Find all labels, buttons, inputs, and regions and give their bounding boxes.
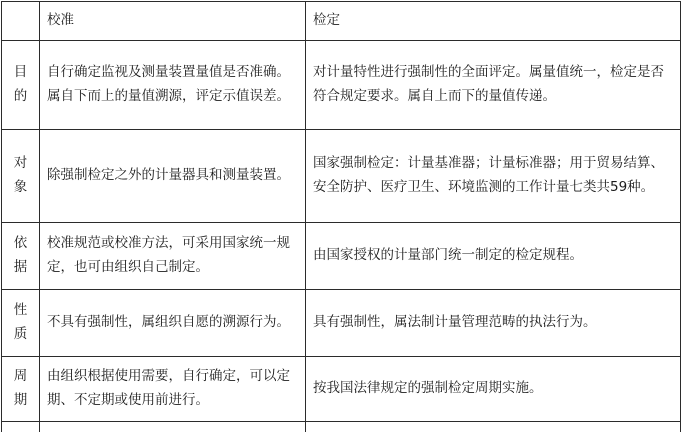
header-cell-empty [2,2,40,41]
row-label-char: 依 [14,235,28,251]
row-label-char: 质 [14,326,28,342]
empty-cell [306,422,681,432]
header-row [2,2,681,41]
row-label-char: 对 [14,155,28,171]
comparison-table [1,1,681,432]
verification-cell: 国家强制检定：计量基准器；计量标准器；用于贸易结算、安全防护、医疗卫生、环境监测的工作计量七类共59种。 [306,130,681,223]
row-label-char: 据 [14,259,28,275]
header-cell-verification: 检定 [306,2,681,41]
verification-cell: 具有强制性，属法制计量管理范畴的执法行为。 [306,290,681,357]
calibration-cell: 自行确定监视及测量装置量值是否准确。属自下而上的量值溯源，评定示值误差。 [40,41,306,130]
row-label-period [2,357,40,422]
verification-cell: 按我国法律规定的强制检定周期实施。 [306,357,681,422]
row-label-basis [2,223,40,290]
calibration-cell: 校准规范或校准方法，可采用国家统一规定，也可由组织自己制定。 [40,223,306,290]
table-row-nature [2,290,681,357]
verification-cell: 对计量特性进行强制性的全面评定。属量值统一，检定是否符合规定要求。属自上而下的量值传递。 [306,41,681,130]
table-row-object [2,130,681,223]
empty-cell [2,422,40,432]
calibration-cell: 不具有强制性，属组织自愿的溯源行为。 [40,290,306,357]
table-row-cutoff [2,422,681,432]
row-label-char: 目 [14,64,28,80]
table-row-period [2,357,681,422]
row-label-object [2,130,40,223]
row-label-purpose [2,41,40,130]
verification-cell: 由国家授权的计量部门统一制定的检定规程。 [306,223,681,290]
table-row-basis [2,223,681,290]
row-label-char: 象 [14,179,28,195]
table-row-purpose [2,41,681,130]
row-label-char: 期 [14,392,28,408]
row-label-nature [2,290,40,357]
row-label-char: 的 [14,88,28,104]
row-label-char: 性 [14,302,28,318]
header-cell-calibration: 校准 [40,2,306,41]
calibration-cell: 除强制检定之外的计量器具和测量装置。 [40,130,306,223]
empty-cell [40,422,306,432]
row-label-char: 周 [14,368,28,384]
calibration-cell: 由组织根据使用需要，自行确定，可以定期、不定期或使用前进行。 [40,357,306,422]
